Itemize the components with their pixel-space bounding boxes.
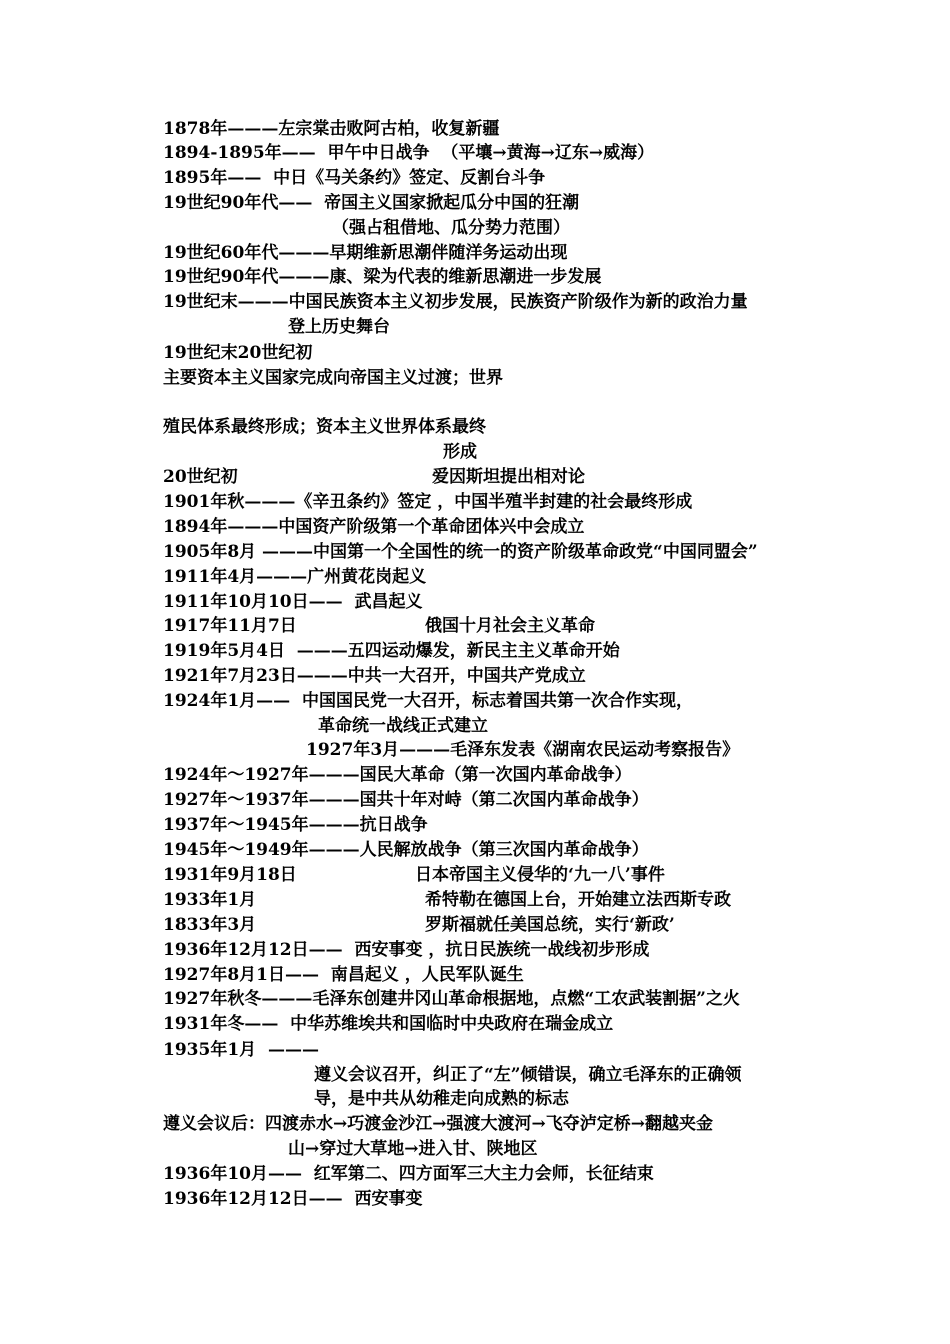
text-line: 山→穿过大草地→进入甘、陕地区 xyxy=(288,1139,538,1159)
text-line: 革命统一战线正式建立 xyxy=(318,716,488,736)
text-line: 1927年秋冬———毛泽东创建井冈山革命根据地，点燃“工农武装割据”之火 xyxy=(163,989,740,1009)
text-line: 遵义会议召开，纠正了“左”倾错误，确立毛泽东的正确领 xyxy=(314,1065,742,1085)
text-line: 1911年4月———广州黄花岗起义 xyxy=(163,567,427,587)
text-line: 1924年1月—— 中国国民党一大召开，标志着国共第一次合作实现， xyxy=(163,691,693,711)
text-line: 19世纪90年代—— 帝国主义国家掀起瓜分中国的狂潮 xyxy=(163,193,580,213)
text-line: 1927年～1937年———国共十年对峙（第二次国内革命战争） xyxy=(163,790,649,810)
text-line: 俄国十月社会主义革命 xyxy=(425,616,595,636)
text-line: 希特勒在德国上台，开始建立法西斯专政 xyxy=(425,890,731,910)
text-line: 1833年3月 xyxy=(163,915,257,935)
text-line: 19世纪末———中国民族资本主义初步发展，民族资产阶级作为新的政治力量 xyxy=(163,292,748,312)
text-line: 1927年8月1日—— 南昌起义 ，人民军队诞生 xyxy=(163,965,524,985)
text-line: 日本帝国主义侵华的‘九一八’事件 xyxy=(415,865,665,885)
text-line: 1936年12月12日—— 西安事变 ，抗日民族统一战线初步形成 xyxy=(163,940,650,960)
text-line: 1894-1895年—— 甲午中日战争 （平壤→黄海→辽东→威海） xyxy=(163,143,655,163)
text-line: 1931年9月18日 xyxy=(163,865,297,885)
text-line: 遵义会议后：四渡赤水→巧渡金沙江→强渡大渡河→飞夺泸定桥→翻越夹金 xyxy=(163,1114,713,1134)
text-line: 1905年8月 ———中国第一个全国性的统一的资产阶级革命政党“中国同盟会” xyxy=(163,542,758,562)
text-line: 导，是中共从幼稚走向成熟的标志 xyxy=(314,1089,569,1109)
text-line: 殖民体系最终形成；资本主义世界体系最终 xyxy=(163,417,486,437)
text-line: 1935年1月 ——— xyxy=(163,1040,319,1060)
text-line: 1933年1月 xyxy=(163,890,257,910)
text-line: 19世纪90年代———康、梁为代表的维新思潮进一步发展 xyxy=(163,267,602,287)
text-line: 1945年～1949年———人民解放战争（第三次国内革命战争） xyxy=(163,840,649,860)
text-line: 19世纪60年代———早期维新思潮伴随洋务运动出现 xyxy=(163,243,568,263)
text-line: 1927年3月———毛泽东发表《湖南农民运动考察报告》 xyxy=(306,740,740,760)
text-line: 1937年～1945年———抗日战争 xyxy=(163,815,428,835)
text-line: 20世纪初 xyxy=(163,467,238,487)
text-line: 1878年———左宗棠击败阿古柏，收复新疆 xyxy=(163,119,500,139)
text-line: 1917年11月7日 xyxy=(163,616,297,636)
text-line: 19世纪末20世纪初 xyxy=(163,343,313,363)
text-line: 登上历史舞台 xyxy=(288,317,390,337)
text-line: 1919年5月4日 ———五四运动爆发，新民主主义革命开始 xyxy=(163,641,620,661)
text-line: 1931年冬—— 中华苏维埃共和国临时中央政府在瑞金成立 xyxy=(163,1014,614,1034)
text-line: 1921年7月23日———中共一大召开，中国共产党成立 xyxy=(163,666,586,686)
text-line: 1895年—— 中日《马关条约》签定、反割台斗争 xyxy=(163,168,546,188)
text-line: 形成 xyxy=(443,442,477,462)
text-line: 1894年———中国资产阶级第一个革命团体兴中会成立 xyxy=(163,517,585,537)
text-line: 1924年～1927年———国民大革命（第一次国内革命战争） xyxy=(163,765,632,785)
text-line: 爱因斯坦提出相对论 xyxy=(432,467,585,487)
text-line: 主要资本主义国家完成向帝国主义过渡；世界 xyxy=(163,368,503,388)
text-line: 1901年秋———《辛丑条约》签定 ，中国半殖半封建的社会最终形成 xyxy=(163,492,693,512)
text-line: 1911年10月10日—— 武昌起义 xyxy=(163,592,423,612)
text-line: （强占租借地、瓜分势力范围） xyxy=(332,218,570,238)
text-line: 罗斯福就任美国总统，实行‘新政’ xyxy=(425,915,675,935)
text-line: 1936年10月—— 红军第二、四方面军三大主力会师，长征结束 xyxy=(163,1164,654,1184)
text-line: 1936年12月12日—— 西安事变 xyxy=(163,1189,423,1209)
